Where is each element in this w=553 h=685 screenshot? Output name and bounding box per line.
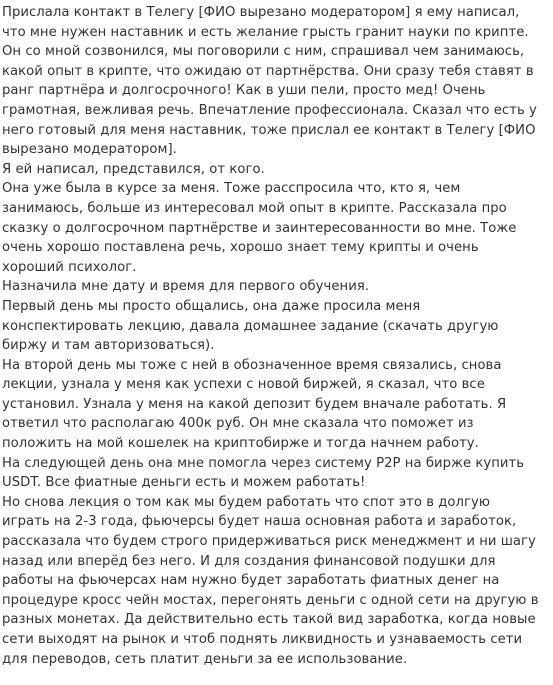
paragraph: На следующей день она мне помогла через систему P2P на бирже купить USDT. Все фиатные деньги есть и можем работать! — [2, 455, 525, 491]
paragraph: Я ей написал, представился, от кого. — [2, 161, 265, 177]
paragraph: На второй день мы тоже с ней в обозначенное время связались, снова лекции, узнала у меня как успехи с новой биржей, я сказал, что все установил. Узнала у меня на какой депозит будем вначале работать. Я ответил что располагаю 400к руб. Он мне сказала что поможет из положить на мой кошелек на криптобирже и тогда начнем работу. — [2, 357, 507, 452]
paragraph: Она уже была в курсе за меня. Тоже расспросила что, кто я, чем занимаюсь, больше из интересовал мой опыт в крипте. Рассказала про сказку о долгосрочном партнёрстве и заинтересованности во мне. Тоже очень хорошо поставлена речь, хорошо знает тему крипты и очень хороший психолог. — [2, 181, 517, 275]
paragraph: Прислала контакт в Телегу [ФИО вырезано модератором] я ему написал, что мне нужен наставник и есть желание грысть гранит науки по крипте. Он со мной созвонился, мы поговорили с ним, спрашивал чем занимаюсь, какой опыт в крипте, что ожидаю от партнёрства. Они сразу тебя ставят в ранг партнёра и долгосрочного! Как в уши пели, просто мед! Очень грамотная, вежливая речь. Впечатление профессионала. Сказал что есть у него готовый для меня наставник, тоже прислал ее контакт в Телегу [ФИО вырезано модератором]. — [2, 5, 537, 158]
paragraph: Первый день мы просто общались, она даже просила меня конспектировать лекцию, давала домашнее задание (скачать другую биржу и там авторизоваться). — [2, 298, 499, 354]
paragraph: Но снова лекция о том как мы будем работать что спот это в долгую играть на 2-3 года, фьючерсы будет наша основная работа и заработок, рассказала что будем строго придерживаться риск менеджмент и ни шагу назад или вперёд без него. И для создания финансовой подушки для работы на фьючерсах нам нужно будет заработать фиатных денег на процедуре кросс чейн мостах, перегонять деньги с одной сети на другую в разных монетах. Да действительно есть такой вид заработка, когда новые сети выходят на рынок и чтоб поднять ликвидность и узнаваемость сети для переводов, сеть платит деньги за ее использование. — [2, 494, 539, 667]
paragraph: Назначила мне дату и время для первого обучения. — [2, 279, 370, 295]
